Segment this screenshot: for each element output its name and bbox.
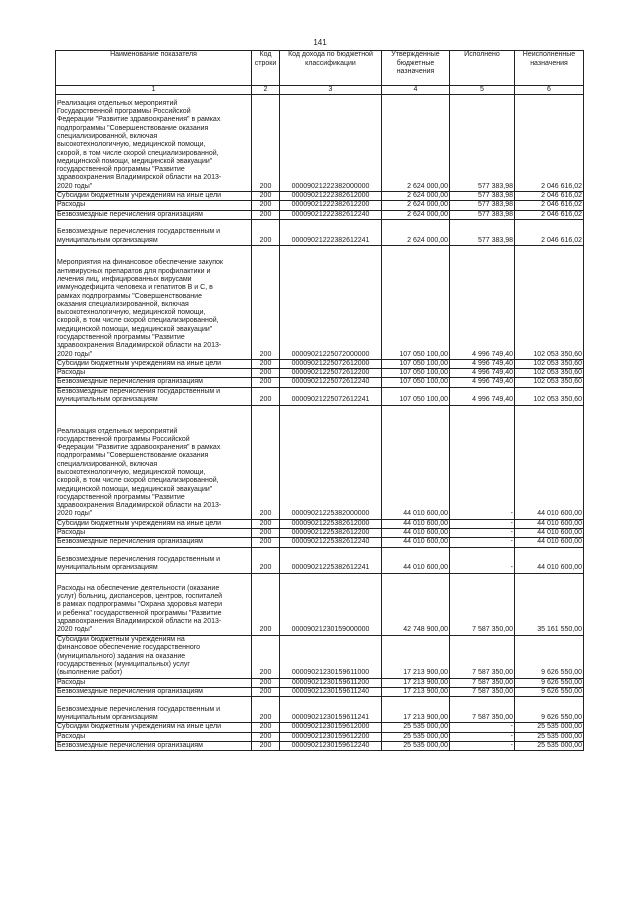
line-code-cell: 200 [252, 387, 280, 405]
line-code-cell: 200 [252, 732, 280, 741]
executed-amount-cell: 577 383,98 [450, 192, 515, 201]
column-index-row [56, 86, 584, 95]
line-code-cell: 200 [252, 723, 280, 732]
indicator-name-cell: Расходы [56, 369, 252, 378]
header-executed: Исполнено [450, 51, 515, 86]
revenue-code-cell: 00009021222382612200 [280, 201, 382, 210]
table-row [56, 519, 584, 528]
line-code-cell: 200 [252, 378, 280, 387]
line-code-cell: 200 [252, 405, 280, 519]
revenue-code-cell: 00009021222382612241 [280, 219, 382, 245]
revenue-code-cell: 00009021225382612000 [280, 519, 382, 528]
table-row [56, 387, 584, 405]
approved-amount-cell: 2 624 000,00 [382, 219, 450, 245]
revenue-code-cell: 00009021230159612000 [280, 723, 382, 732]
indicator-name-cell: Расходы [56, 732, 252, 741]
table-row [56, 95, 584, 192]
approved-amount-cell: 17 213 900,00 [382, 687, 450, 696]
line-code-cell: 200 [252, 519, 280, 528]
indicator-name-cell: Безвозмездные перечисления организациям [56, 210, 252, 219]
revenue-code-cell: 00009021230159611000 [280, 635, 382, 678]
unexecuted-amount-cell: 2 046 616,02 [515, 192, 584, 201]
line-code-cell: 200 [252, 697, 280, 723]
unexecuted-amount-cell: 35 161 550,00 [515, 573, 584, 635]
revenue-code-cell: 00009021230159611200 [280, 678, 382, 687]
column-index: 5 [450, 86, 515, 95]
revenue-code-cell: 00009021222382612240 [280, 210, 382, 219]
revenue-code-cell: 00009021222382612000 [280, 192, 382, 201]
revenue-code-cell: 00009021222382000000 [280, 95, 382, 192]
unexecuted-amount-cell: 44 010 600,00 [515, 547, 584, 573]
indicator-name-cell: Безвозмездные перечисления организациям [56, 538, 252, 547]
table-body [56, 95, 584, 751]
revenue-code-cell: 00009021225072000000 [280, 245, 382, 359]
table-row [56, 192, 584, 201]
approved-amount-cell: 44 010 600,00 [382, 538, 450, 547]
indicator-name-cell: Безвозмездные перечисления организациям [56, 687, 252, 696]
unexecuted-amount-cell: 25 535 000,00 [515, 741, 584, 750]
indicator-name-cell: Субсидии бюджетным учреждениям на иные цели [56, 723, 252, 732]
indicator-name-cell: Безвозмездные перечисления государственным и муниципальным организациям [56, 547, 252, 573]
unexecuted-amount-cell: 2 046 616,02 [515, 210, 584, 219]
executed-amount-cell: 7 587 350,00 [450, 573, 515, 635]
line-code-cell: 200 [252, 547, 280, 573]
revenue-code-cell: 00009021230159611240 [280, 687, 382, 696]
revenue-code-cell: 00009021225382612200 [280, 529, 382, 538]
executed-amount-cell: 577 383,98 [450, 219, 515, 245]
revenue-code-cell: 00009021225072612241 [280, 387, 382, 405]
executed-amount-cell: - [450, 529, 515, 538]
executed-amount-cell: - [450, 547, 515, 573]
approved-amount-cell: 2 624 000,00 [382, 210, 450, 219]
approved-amount-cell: 25 535 000,00 [382, 732, 450, 741]
indicator-name-cell: Безвозмездные перечисления государственным и муниципальным организациям [56, 387, 252, 405]
executed-amount-cell: - [450, 732, 515, 741]
table-row [56, 678, 584, 687]
approved-amount-cell: 107 050 100,00 [382, 245, 450, 359]
header-revenue-code: Код дохода по бюджетной классификации [280, 51, 382, 86]
table-row [56, 405, 584, 519]
executed-amount-cell: 4 996 749,40 [450, 359, 515, 368]
table-row [56, 697, 584, 723]
table-row [56, 687, 584, 696]
indicator-name-cell: Субсидии бюджетным учреждениям на иные цели [56, 359, 252, 368]
executed-amount-cell: 7 587 350,00 [450, 687, 515, 696]
unexecuted-amount-cell: 44 010 600,00 [515, 529, 584, 538]
unexecuted-amount-cell: 2 046 616,02 [515, 219, 584, 245]
executed-amount-cell: - [450, 519, 515, 528]
line-code-cell: 200 [252, 573, 280, 635]
indicator-name-cell: Расходы [56, 678, 252, 687]
executed-amount-cell: - [450, 741, 515, 750]
line-code-cell: 200 [252, 529, 280, 538]
table-row [56, 210, 584, 219]
indicator-name-cell: Субсидии бюджетным учреждениям на иные цели [56, 192, 252, 201]
approved-amount-cell: 44 010 600,00 [382, 547, 450, 573]
table-row [56, 741, 584, 750]
table-row [56, 369, 584, 378]
line-code-cell: 200 [252, 687, 280, 696]
executed-amount-cell: 577 383,98 [450, 201, 515, 210]
unexecuted-amount-cell: 25 535 000,00 [515, 723, 584, 732]
indicator-name-cell: Безвозмездные перечисления государственным и муниципальным организациям [56, 697, 252, 723]
page-number: 141 [313, 38, 327, 47]
indicator-name-cell: Субсидии бюджетным учреждениям на иные цели [56, 519, 252, 528]
approved-amount-cell: 25 535 000,00 [382, 741, 450, 750]
approved-amount-cell: 2 624 000,00 [382, 95, 450, 192]
executed-amount-cell: - [450, 538, 515, 547]
executed-amount-cell: 4 996 749,40 [450, 378, 515, 387]
executed-amount-cell: 4 996 749,40 [450, 245, 515, 359]
unexecuted-amount-cell: 102 053 350,60 [515, 245, 584, 359]
table-row [56, 359, 584, 368]
approved-amount-cell: 17 213 900,00 [382, 678, 450, 687]
approved-amount-cell: 17 213 900,00 [382, 697, 450, 723]
revenue-code-cell: 00009021225072612240 [280, 378, 382, 387]
indicator-name-cell: Реализация отдельных мероприятий государственной программы Российской Федерации "Развитие здравоохранения" в рамках подпрограммы "Совершенствование оказания специализированной, включая высокотехнологичную, медицинской помощи, скорой, в том числе скорой специализированной, медицинской помощи, медицинской эвакуации" государственной программы "Развитие здравоохранения Владимирской области на 2013- 2020 годы" [56, 405, 252, 519]
indicator-name-cell: Расходы [56, 529, 252, 538]
unexecuted-amount-cell: 44 010 600,00 [515, 405, 584, 519]
unexecuted-amount-cell: 44 010 600,00 [515, 538, 584, 547]
indicator-name-cell: Реализация отдельных мероприятий Государственной программы Российской Федерации "Развитие здравоохранения" в рамках подпрограммы "Совершенствование оказания специализированной, включая высокотехнологичную, медицинской помощи, скорой, в том числе скорой специализированной, медицинской помощи, медицинской эвакуации" государственной программы "Развитие здравоохранения Владимирской области на 2013- 2020 годы" [56, 95, 252, 192]
table-row [56, 573, 584, 635]
indicator-name-cell: Мероприятия на финансовое обеспечение закупок антивирусных препаратов для профилактики и лечения лиц, инфицированных вирусами иммунодефицита человека и гепатитов В и С, в рамках подпрограммы "Совершенствование оказания специализированной, включая высокотехнологичную, медицинской помощи, скорой, в том числе скорой специализированной, медицинской помощи, медицинской эвакуации" государственной программы "Развитие здравоохранения Владимирской области на 2013- 2020 годы" [56, 245, 252, 359]
column-index: 6 [515, 86, 584, 95]
unexecuted-amount-cell: 9 626 550,00 [515, 697, 584, 723]
line-code-cell: 200 [252, 359, 280, 368]
unexecuted-amount-cell: 25 535 000,00 [515, 732, 584, 741]
approved-amount-cell: 2 624 000,00 [382, 201, 450, 210]
approved-amount-cell: 107 050 100,00 [382, 387, 450, 405]
line-code-cell: 200 [252, 538, 280, 547]
unexecuted-amount-cell: 44 010 600,00 [515, 519, 584, 528]
revenue-code-cell: 00009021225382000000 [280, 405, 382, 519]
unexecuted-amount-cell: 9 626 550,00 [515, 635, 584, 678]
table-header-row [56, 51, 584, 86]
approved-amount-cell: 2 624 000,00 [382, 192, 450, 201]
line-code-cell: 200 [252, 741, 280, 750]
table-row [56, 219, 584, 245]
revenue-code-cell: 00009021225382612240 [280, 538, 382, 547]
executed-amount-cell: 7 587 350,00 [450, 697, 515, 723]
table-row [56, 547, 584, 573]
header-approved: Утвержденные бюджетные назначения [382, 51, 450, 86]
revenue-code-cell: 00009021225072612000 [280, 359, 382, 368]
table-row [56, 538, 584, 547]
revenue-code-cell: 00009021225382612241 [280, 547, 382, 573]
line-code-cell: 200 [252, 95, 280, 192]
indicator-name-cell: Субсидии бюджетным учреждениям на финансовое обеспечение государственного (муниципального) задания на оказание государственных (муниципальных) услуг (выполнение работ) [56, 635, 252, 678]
approved-amount-cell: 107 050 100,00 [382, 378, 450, 387]
unexecuted-amount-cell: 9 626 550,00 [515, 687, 584, 696]
header-unexecuted: Неисполненные назначения [515, 51, 584, 86]
executed-amount-cell: - [450, 723, 515, 732]
unexecuted-amount-cell: 2 046 616,02 [515, 201, 584, 210]
executed-amount-cell: 4 996 749,40 [450, 369, 515, 378]
revenue-code-cell: 00009021230159612240 [280, 741, 382, 750]
unexecuted-amount-cell: 102 053 350,60 [515, 359, 584, 368]
column-index: 4 [382, 86, 450, 95]
indicator-name-cell: Безвозмездные перечисления организациям [56, 741, 252, 750]
line-code-cell: 200 [252, 210, 280, 219]
revenue-code-cell: 00009021230159612200 [280, 732, 382, 741]
table-row [56, 245, 584, 359]
column-index: 1 [56, 86, 252, 95]
header-line-code: Код строки [252, 51, 280, 86]
executed-amount-cell: - [450, 405, 515, 519]
approved-amount-cell: 25 535 000,00 [382, 723, 450, 732]
line-code-cell: 200 [252, 369, 280, 378]
column-index: 3 [280, 86, 382, 95]
table-row [56, 529, 584, 538]
approved-amount-cell: 42 748 900,00 [382, 573, 450, 635]
approved-amount-cell: 44 010 600,00 [382, 529, 450, 538]
revenue-code-cell: 00009021230159611241 [280, 697, 382, 723]
executed-amount-cell: 7 587 350,00 [450, 635, 515, 678]
unexecuted-amount-cell: 102 053 350,60 [515, 378, 584, 387]
unexecuted-amount-cell: 2 046 616,02 [515, 95, 584, 192]
indicator-name-cell: Безвозмездные перечисления организациям [56, 378, 252, 387]
executed-amount-cell: 577 383,98 [450, 95, 515, 192]
header-indicator-name: Наименование показателя [56, 51, 252, 86]
table-row [56, 378, 584, 387]
line-code-cell: 200 [252, 678, 280, 687]
executed-amount-cell: 4 996 749,40 [450, 387, 515, 405]
line-code-cell: 200 [252, 192, 280, 201]
unexecuted-amount-cell: 9 626 550,00 [515, 678, 584, 687]
line-code-cell: 200 [252, 245, 280, 359]
approved-amount-cell: 44 010 600,00 [382, 405, 450, 519]
unexecuted-amount-cell: 102 053 350,60 [515, 369, 584, 378]
indicator-name-cell: Безвозмездные перечисления государственным и муниципальным организациям [56, 219, 252, 245]
unexecuted-amount-cell: 102 053 350,60 [515, 387, 584, 405]
indicator-name-cell: Расходы на обеспечение деятельности (оказание услуг) больниц, диспансеров, центров, госпиталей в рамках подпрограммы "Охрана здоровья матери и ребенка" государственной программы "Развитие здравоохранения Владимирской области на 2013- 2020 годы" [56, 573, 252, 635]
table-row [56, 201, 584, 210]
indicator-name-cell: Расходы [56, 201, 252, 210]
approved-amount-cell: 107 050 100,00 [382, 359, 450, 368]
approved-amount-cell: 107 050 100,00 [382, 369, 450, 378]
line-code-cell: 200 [252, 201, 280, 210]
approved-amount-cell: 44 010 600,00 [382, 519, 450, 528]
executed-amount-cell: 7 587 350,00 [450, 678, 515, 687]
revenue-code-cell: 00009021225072612200 [280, 369, 382, 378]
column-index: 2 [252, 86, 280, 95]
budget-execution-table [55, 50, 584, 751]
executed-amount-cell: 577 383,98 [450, 210, 515, 219]
line-code-cell: 200 [252, 635, 280, 678]
revenue-code-cell: 00009021230159000000 [280, 573, 382, 635]
table-row [56, 635, 584, 678]
line-code-cell: 200 [252, 219, 280, 245]
table-row [56, 723, 584, 732]
approved-amount-cell: 17 213 900,00 [382, 635, 450, 678]
table-row [56, 732, 584, 741]
